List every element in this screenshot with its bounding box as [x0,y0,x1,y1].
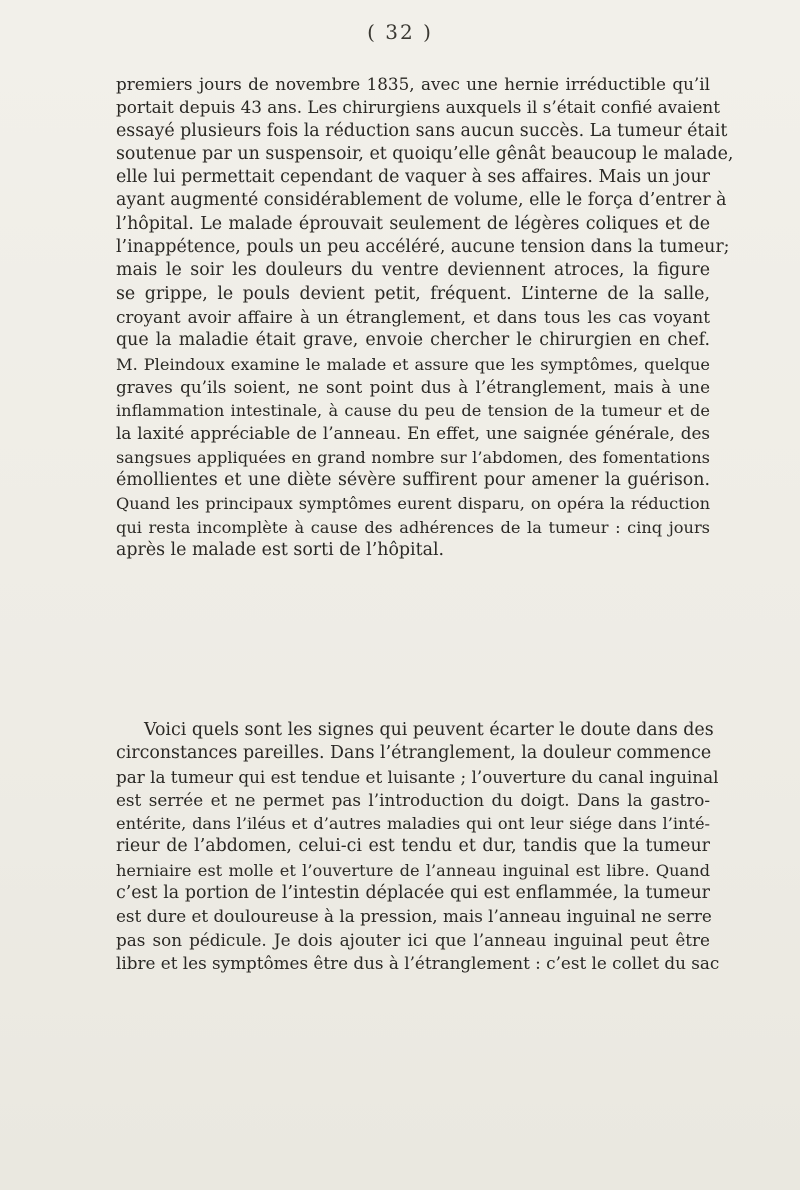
text-line: elle lui permettait cependant de vaquer à ses affaires. Mais un jour [116,167,710,188]
text-line: la laxité appréciable de l’anneau. En effet, une saignée générale, des [116,423,710,444]
text-line: croyant avoir affaire à un étranglement, et dans tous les cas voyant [116,306,710,327]
text-line: après le malade est sorti de l’hôpital. [116,539,445,560]
text-line: Quand les principaux symptômes eurent disparu, on opéra la réduction [116,494,710,514]
text-line: portait depuis 43 ans. Les chirurgiens auxquels il s’était confié avaient [116,97,720,118]
page-number: ( 32 ) [367,20,433,44]
text-line: libre et les symptômes être dus à l’étranglement : c’est le collet du sac [116,952,720,973]
text-line: circonstances pareilles. Dans l’étranglement, la douleur commence [116,743,712,764]
text-line: ayant augmenté considérablement de volume, elle le força d’entrer à [116,190,727,211]
paragraph-2 [116,719,720,975]
text-line: Voici quels sont les signes qui peuvent écarter le doute dans des [144,720,714,740]
text-line: essayé plusieurs fois la réduction sans aucun succès. La tumeur était [116,120,728,141]
text-line: premiers jours de novembre 1835, avec une hernie irréductible qu’il [116,74,710,94]
text-line: est serrée et ne permet pas l’introduction du doigt. Dans la gastro- [116,789,710,810]
text-line: est dure et douloureuse à la pression, mais l’anneau inguinal ne serre [116,906,712,927]
text-line: herniaire est molle et l’ouverture de l’anneau inguinal est libre. Quand [116,860,710,880]
text-line: pas son pédicule. Je dois ajouter ici que l’anneau inguinal peut être [116,929,710,950]
text-line: émollientes et une diète sévère suffirent pour amener la guérison. [116,470,710,491]
text-line: l’hôpital. Le malade éprouvait seulement de légères coliques et de [116,213,710,234]
text-line: l’inappétence, pouls un peu accéléré, aucune tension dans la tumeur; [116,237,730,258]
text-line: graves qu’ils soient, ne sont point dus à l’étranglement, mais à une [116,376,710,397]
text-line: que la maladie était grave, envoie chercher le chirurgien en chef. [116,330,710,351]
text-line: c’est la portion de l’intestin déplacée qui est enflammée, la tumeur [116,883,710,904]
text-line: entérite, dans l’iléus et d’autres maladies qui ont leur siége dans l’inté- [116,814,710,834]
text-line: mais le soir les douleurs du ventre deviennent atroces, la figure [116,260,710,281]
text-line: se grippe, le pouls devient petit, fréquent. L’interne de la salle, [116,283,710,304]
text-line: sangsues appliquées en grand nombre sur l’abdomen, des fomentations [116,447,710,467]
text-line: M. Pleindoux examine le malade et assure que les symptômes, quelque [116,354,710,374]
text-line: inflammation intestinale, à cause du peu de tension de la tumeur et de [116,401,710,421]
text-line: par la tumeur qui est tendue et luisante ; l’ouverture du canal inguinal [116,766,719,787]
paragraph-1 [116,73,734,562]
text-line: qui resta incomplète à cause des adhérences de la tumeur : cinq jours [116,517,710,537]
text-line: rieur de l’abdomen, celui-ci est tendu et dur, tandis que la tumeur [116,836,710,857]
text-line: soutenue par un suspensoir, et quoiqu’elle gênât beaucoup le malade, [116,143,734,164]
